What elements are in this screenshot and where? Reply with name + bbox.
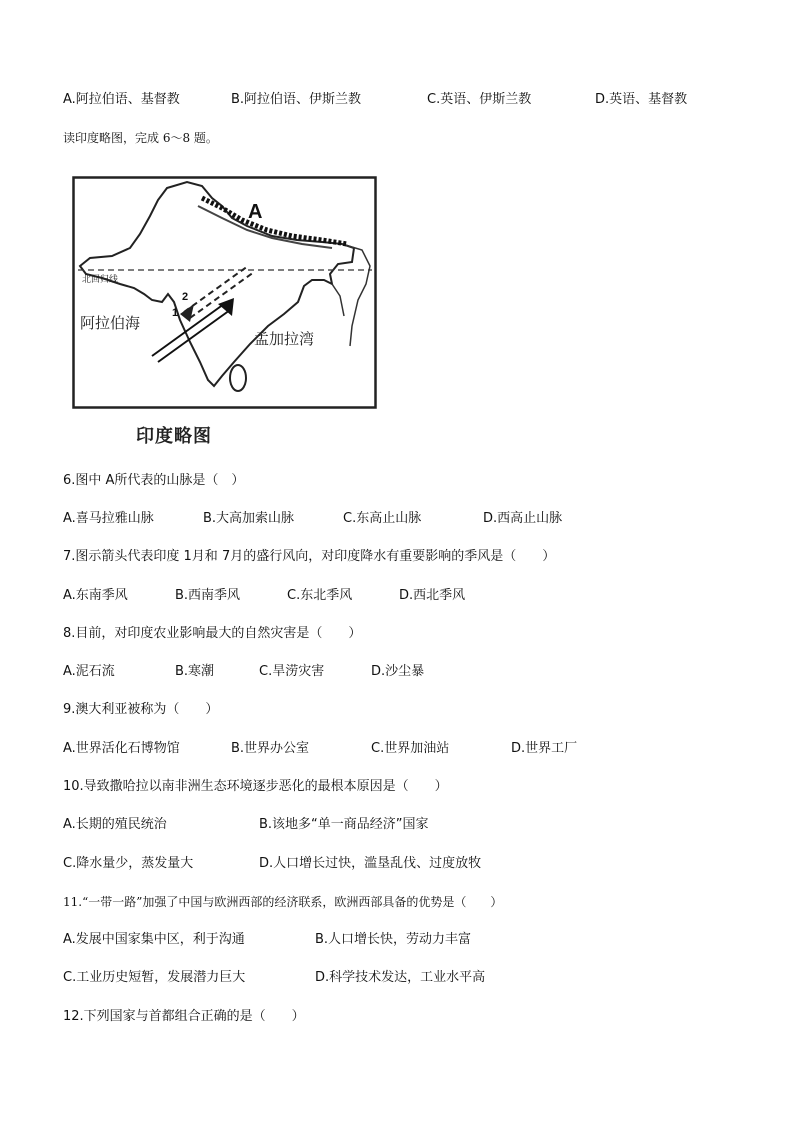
q11-stem: 11.“一带一路”加强了中国与欧洲西部的经济联系，欧洲西部具备的优势是（ ） [63,895,503,909]
q10-option-d: D.人口增长过快，滥垦乱伐、过度放牧 [259,856,482,871]
q8-option-d: D.沙尘暴 [371,664,425,679]
q6-option-c: C.东高止山脉 [343,511,422,526]
q9-option-d: D.世界工厂 [511,741,578,756]
q7-option-b: B.西南季风 [175,588,241,603]
q11-option-b: B.人口增长快，劳动力丰富 [315,932,472,947]
q11-option-a: A.发展中国家集中区，利于沟通 [63,932,245,947]
q8-stem: 8.目前，对印度农业影响最大的自然灾害是（ ） [63,626,362,641]
q11-option-c: C.工业历史短暂，发展潜力巨大 [63,970,246,985]
india-sketch-map [72,176,378,412]
q6-option-a: A.喜马拉雅山脉 [63,511,154,526]
q9-stem: 9.澳大利亚被称为（ ） [63,702,219,717]
q11-option-d: D.科学技术发达，工业水平高 [315,970,486,985]
q10-stem: 10.导致撒哈拉以南非洲生态环境逐步恶化的最根本原因是（ ） [63,779,448,794]
q7-option-c: C.东北季风 [287,588,353,603]
map-label-bay-of-bengal: 孟加拉湾 [254,330,315,348]
q5-option-d: D.英语、基督教 [595,92,688,107]
q7-stem: 7.图示箭头代表印度 1月和 7月的盛行风向，对印度降水有重要影响的季风是（ ） [63,549,556,564]
instruction-text: 读印度略图，完成 6～8 题。 [63,131,218,145]
q5-option-a: A.阿拉伯语、基督教 [63,92,180,107]
q9-option-b: B.世界办公室 [231,741,310,756]
q7-option-a: A.东南季风 [63,588,128,603]
map-caption: 印度略图 [136,426,212,447]
q6-option-b: B.大高加索山脉 [203,511,295,526]
india-map-figure [72,176,378,412]
q6-option-d: D.西高止山脉 [483,511,563,526]
map-label-arabian-sea: 阿拉伯海 [80,314,141,332]
q5-option-c: C.英语、伊斯兰教 [427,92,532,107]
q10-option-c: C.降水量少，蒸发量大 [63,856,194,871]
q7-option-d: D.西北季风 [399,588,466,603]
q9-option-a: A.世界活化石博物馆 [63,741,180,756]
map-label-a: A [248,201,263,223]
q10-option-b: B.该地多“单一商品经济”国家 [259,817,429,832]
q5-option-b: B.阿拉伯语、伊斯兰教 [231,92,362,107]
q6-stem: 6.图中 A所代表的山脉是（ ） [63,473,245,488]
q10-option-a: A.长期的殖民统治 [63,817,167,832]
map-label-arrow-2: 2 [182,291,189,303]
q12-stem: 12.下列国家与首都组合正确的是（ ） [63,1009,305,1024]
q8-option-c: C.旱涝灾害 [259,664,325,679]
q8-option-a: A.泥石流 [63,664,115,679]
q9-option-c: C.世界加油站 [371,741,450,756]
q8-option-b: B.寒潮 [175,664,215,679]
map-label-arrow-1: 1 [172,307,179,319]
map-label-tropic: 北回归线 [82,275,119,285]
